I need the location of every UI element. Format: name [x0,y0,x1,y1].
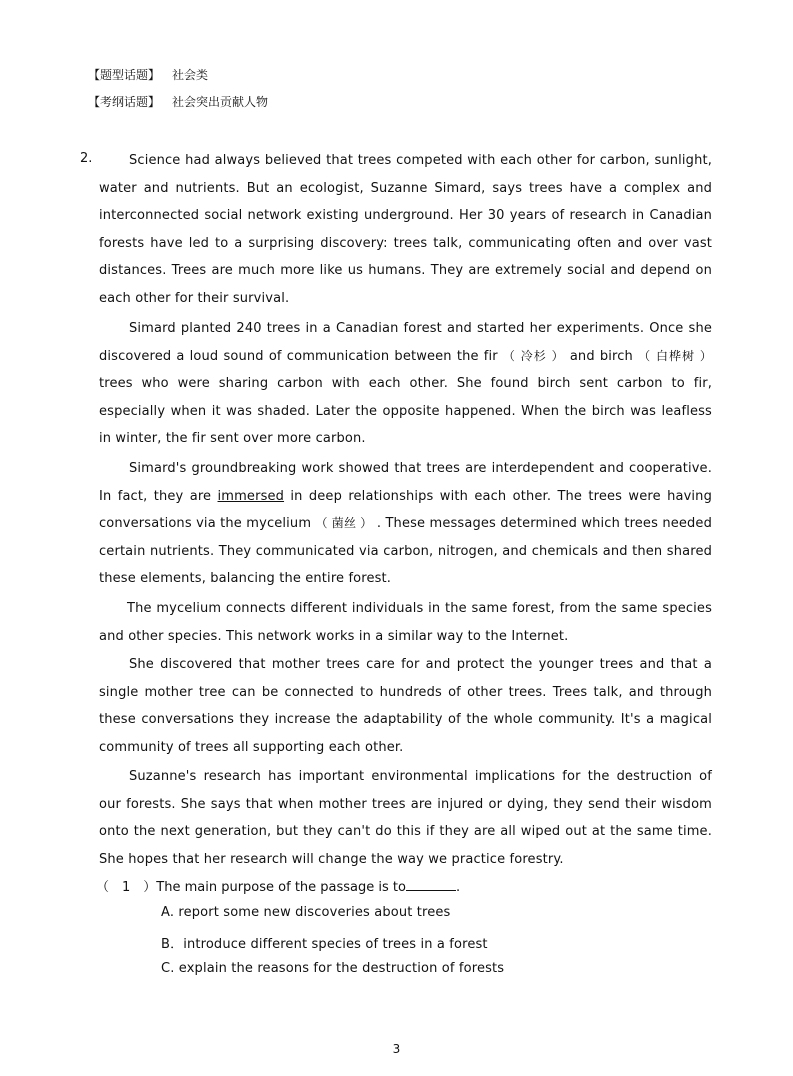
paragraph-3-text-c: . These messages determined which trees needed certain nutrients. They communicated via carbon, nitrogen, and chemicals and then shared these elements, balancing the entire forest. [99,516,712,586]
paragraph-2-text-c: trees who were sharing carbon with each other. She found birch sent carbon to fir, especially when it was shaded. Later the opposite happened. When the birch was leafless in winter, the fir sent over more carbon. [99,376,712,446]
question-stem: The main purpose of the passage is to [156,880,406,895]
syllabus-topic-tag [88,93,268,110]
paragraph-3 [99,455,712,593]
question-stem-end: . [455,880,461,895]
paragraph-2-text-b: and birch [569,348,633,364]
paragraph-5-text: She discovered that mother trees care for and protect the younger trees and that a single mother tree can be connected to hundreds of other trees. Trees talk, and through these conversations they increase the adaptability of the whole community. It's a magical community of trees all supporting each other. [99,657,712,755]
birch-chinese-gloss: （ 白桦树 ） [638,348,712,363]
option-a[interactable]: A. report some new discoveries about trees [161,905,451,920]
page-number: 3 [392,1042,401,1056]
paragraph-6 [99,763,712,873]
fir-chinese-gloss: （ 冷杉 ） [502,348,565,363]
passage-number: 2. [80,151,93,166]
paragraph-4-text: The mycelium connects different individuals in the same forest, from the same species and other species. This network works in a similar way to the Internet. [99,601,712,644]
paragraph-3-text-a: Simard's groundbreaking work showed that trees are interdependent and cooperative. In fact, they are [99,461,712,504]
answer-blank[interactable] [406,878,456,891]
topic-type-label: 【题型话题】 [88,68,161,82]
paragraph-2-text-a: Simard planted 240 trees in a Canadian forest and started her experiments. Once she discovered a loud sound of communication between the fir [99,321,712,364]
syllabus-topic-label: 【考纲话题】 [88,95,161,109]
topic-type-value: 社会类 [172,68,209,82]
paragraph-6-text: Suzanne's research has important environmental implications for the destruction of our forests. She says that when mother trees are injured or dying, they send their wisdom onto the next generation, but they can't do this if they are all wiped out at the same time. She hopes that her research will change the way we practice forestry. [99,769,712,867]
paragraph-5 [99,651,712,761]
question-1 [96,876,460,895]
syllabus-topic-value: 社会突出贡献人物 [172,95,269,109]
paragraph-1 [99,147,712,312]
question-number: （ 1 ） [96,880,157,895]
paragraph-3-text-b: in deep relationships with each other. The trees were having conversations via the mycelium [99,488,712,531]
underlined-word: immersed [217,488,285,504]
mycelium-chinese-gloss: （ 菌丝 ） [315,516,373,530]
paragraph-4 [99,595,712,650]
paragraph-1-text: Science had always believed that trees competed with each other for carbon, sunlight, water and nutrients. But an ecologist, Suzanne Simard, says trees have a complex and interconnected social network existing underground. Her 30 years of research in Canadian forests have led to a surprising discovery: trees talk, communicating often and over vast distances. Trees are much more like us humans. They are extremely social and depend on each other for their survival. [99,153,712,306]
option-b[interactable]: B．introduce different species of trees in a forest [161,937,488,952]
topic-type-tag [88,66,208,83]
paragraph-2 [99,315,712,453]
option-c[interactable]: C. explain the reasons for the destruction of forests [161,961,505,976]
